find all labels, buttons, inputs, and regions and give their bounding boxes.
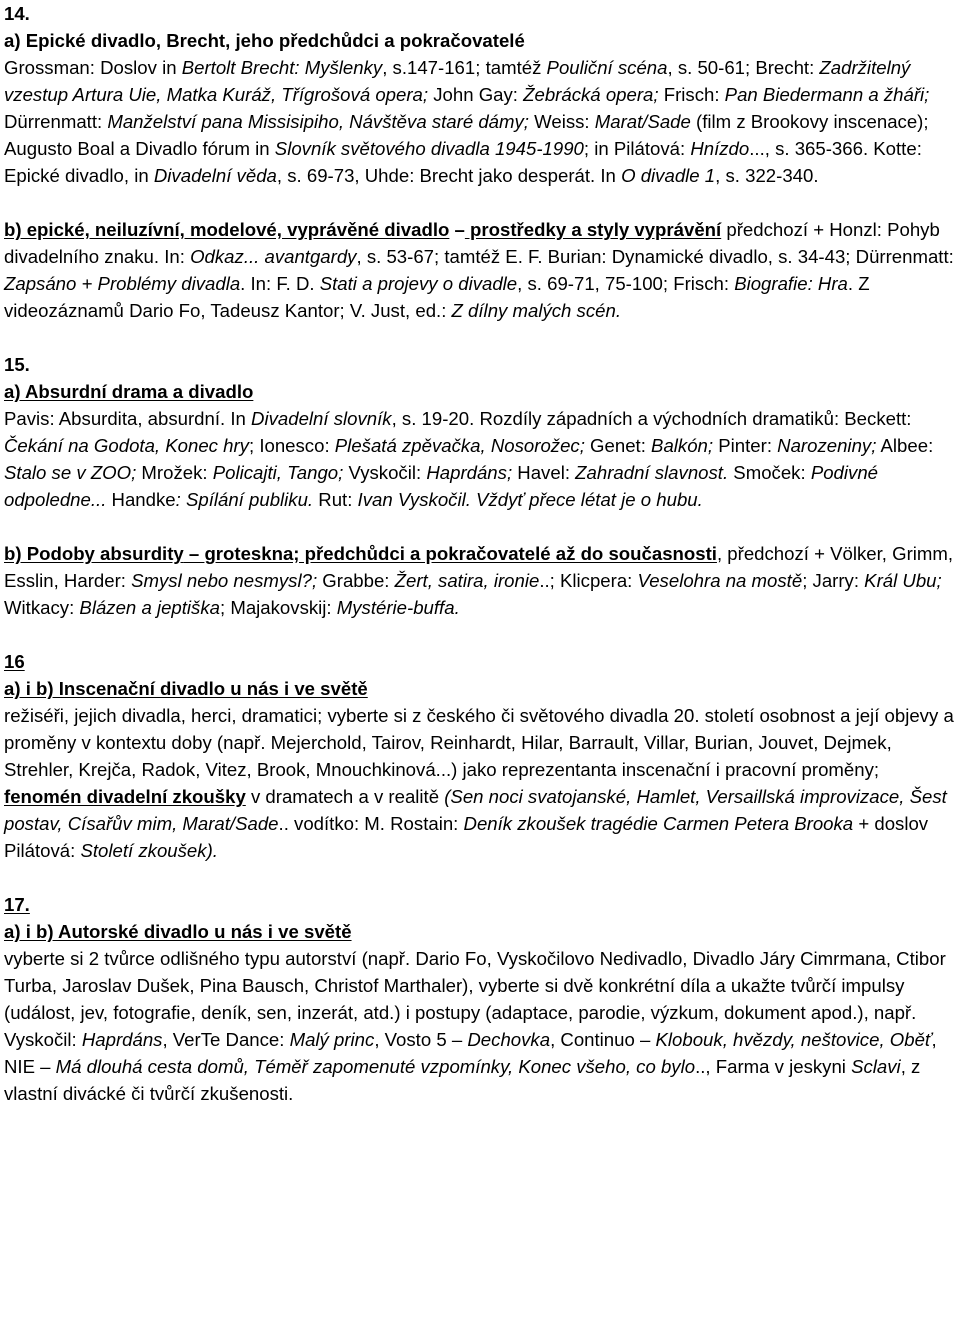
text-run: Má dlouhá cesta domů, Téměř zapomenuté vzpomínky, Konec všeho, co bylo [55, 1056, 696, 1077]
text-run: Narozeniny; [777, 435, 877, 456]
text-run: ; Jarry: [802, 570, 865, 591]
text-run: Deník zkoušek tragédie Carmen Petera Brooka [463, 813, 854, 834]
text-run: , s. 322-340. [715, 165, 819, 186]
section-16 [4, 648, 960, 864]
text-run: Plešatá zpěvačka, Nosorožec; [334, 435, 585, 456]
text-run: .., Farma v jeskyni [695, 1056, 852, 1077]
text-run: Weiss: [528, 111, 595, 132]
text-run: Král Ubu; [864, 570, 942, 591]
section-heading: a) Epické divadlo, Brecht, jeho předchůdci a pokračovatelé [4, 30, 525, 51]
text-run: Haprdáns; [426, 462, 513, 483]
text-run: Slovník světového divadla 1945-1990 [274, 138, 584, 159]
text-run: Rut: [313, 489, 358, 510]
section-number: 17. [4, 894, 30, 915]
text-run: Veselohra na mostě [637, 570, 803, 591]
paragraph [4, 54, 960, 189]
text-run: , Vosto 5 – [374, 1029, 468, 1050]
section-14 [4, 0, 960, 324]
text-run: , VerTe Dance: [162, 1029, 290, 1050]
text-run: – [454, 219, 465, 240]
text-run: Stalo se v ZOO; [4, 462, 137, 483]
text-run: Ivan Vyskočil. Vždyť přece létat je o hubu. [357, 489, 703, 510]
text-run: Století zkoušek). [80, 840, 218, 861]
text-run: režiséři, jejich divadla, herci, dramatici; vyberte si z českého či světového divadla 20. století osobnost a její objevy a proměny v kontextu doby (např. Mejerchold, Tairov, Reinhardt, Hilar, Barrault, Villar, Burian, Jouvet, Dejmek, Strehler, Krejča, Radok, Vitez, Brook, Mnouchkinová...) jako reprezentanta inscenační i pracovní proměny; [4, 705, 954, 780]
text-run: , s. 50-61; Brecht: [667, 57, 820, 78]
text-run: Smoček: [728, 462, 811, 483]
text-run: Haprdáns [81, 1029, 163, 1050]
text-run: O divadle 1 [621, 165, 716, 186]
text-run: ; in Pilátová: [583, 138, 691, 159]
section-number: 16 [4, 651, 25, 672]
text-run: , s. 69-73, Uhde: Brecht jako desperát. In [276, 165, 622, 186]
text-run: (film z Brookovy inscenace); Augusto Boal a Divadlo fórum in [4, 111, 929, 159]
text-run: Grossman: Doslov in [4, 57, 182, 78]
text-run: vyberte si 2 tvůrce odlišného typu autorství (např. Dario Fo, Vyskočilovo Nedivadlo, Divadlo Járy Cimrmana, Ctibor Turba, Jaroslav Dušek, Pina Bausch, Christof Marthaler), vyberte si dvě konkrétní díla a ukažte tvůrčí impulsy (událost, jev, fotografie, deník, sen, inzerát, atd.) i postupy (adaptace, parodie, výzkum, dokument apod.), např. Vyskočil: [4, 948, 946, 1050]
text-run: Handke [106, 489, 176, 510]
text-run: Biografie: Hra [734, 273, 848, 294]
paragraph [4, 702, 960, 864]
text-run: : Spílání publiku. [175, 489, 314, 510]
text-run: předchozí + Honzl: Pohyb divadelního znaku. In: [4, 219, 940, 267]
text-run: , s. 53-67; tamtéž E. F. Burian: Dynamické divadlo, s. 34-43; Dürrenmatt: [356, 246, 954, 267]
text-run: Mrožek: [136, 462, 213, 483]
paragraph [4, 405, 960, 513]
text-run: Smysl nebo nesmysl?; [131, 570, 318, 591]
text-run: .. vodítko: M. Rostain: [278, 813, 464, 834]
section-heading: a) i b) Autorské divadlo u nás i ve světě [4, 921, 352, 942]
text-run: Manželství pana Missisipiho, Návštěva staré dámy; [107, 111, 529, 132]
text-run: – [183, 543, 205, 564]
paragraph [4, 540, 960, 621]
section-17 [4, 891, 960, 1107]
text-run: Z dílny malých scén. [451, 300, 621, 321]
text-run: fenomén divadelní zkoušky [4, 786, 246, 807]
text-run: John Gay: [428, 84, 524, 105]
text-run: ..., s. 365-366. Kotte: Epické divadlo, in [4, 138, 922, 186]
text-run: Havel: [512, 462, 576, 483]
text-run: , z vlastní divácké či tvůrčí zkušenosti. [4, 1056, 921, 1104]
section-number: 15. [4, 354, 30, 375]
text-run: Policajti, Tango; [212, 462, 344, 483]
text-run: Divadelní slovník [251, 408, 392, 429]
text-run: Pinter: [713, 435, 778, 456]
section-15 [4, 351, 960, 621]
text-run: Dechovka [467, 1029, 551, 1050]
text-run: v dramatech a v realitě [245, 786, 445, 807]
text-run: Genet: [584, 435, 652, 456]
text-run: Pouliční scéna [546, 57, 668, 78]
paragraph [4, 945, 960, 1107]
text-run: Divadelní věda [153, 165, 277, 186]
text-run: Žebrácká opera; [523, 84, 659, 105]
text-run: , předchozí + Völker, Grimm, Esslin, Harder: [4, 543, 954, 591]
text-run: b) Podoby absurdity [4, 543, 184, 564]
text-run: Zadržitelný vzestup Artura Uie, Matka Kuráž, Třígrošová opera; [4, 57, 911, 105]
text-run: Klobouk, hvězdy, neštovice, Oběť [655, 1029, 932, 1050]
text-run: Čekání na Godota, Konec hry [4, 435, 249, 456]
section-heading: a) i b) Inscenační divadlo u nás i ve světě [4, 678, 368, 699]
text-run: + doslov Pilátová: [4, 813, 929, 861]
text-run: Witkacy: [4, 597, 80, 618]
text-run: Pavis: Absurdita, absurdní. In [4, 408, 252, 429]
text-run: . In: F. D. [240, 273, 320, 294]
section-heading: a) Absurdní drama a divadlo [4, 381, 254, 402]
text-run: b) epické, neiluzívní, modelové, vyprávěné divadlo [4, 219, 450, 240]
text-run: , Continuo – [550, 1029, 656, 1050]
text-run: Blázen a jeptiška [79, 597, 220, 618]
section-number: 14. [4, 3, 30, 24]
text-run: Zapsáno + Problémy divadla [4, 273, 241, 294]
text-run: . Z videozáznamů Dario Fo, Tadeusz Kantor; V. Just, ed.: [4, 273, 870, 321]
text-run: Zahradní slavnost. [575, 462, 729, 483]
paragraph [4, 216, 960, 324]
text-run: ; Majakovskij: [220, 597, 337, 618]
text-run: Stati a projevy o divadle [319, 273, 518, 294]
text-run: (Sen noci svatojanské, Hamlet, Versaillská improvizace, Šest postav, Císařův mim, Marat/Sade [4, 786, 947, 834]
text-run: Balkón; [651, 435, 714, 456]
text-run: Frisch: [658, 84, 725, 105]
text-run: Bertolt Brecht: Myšlenky [181, 57, 383, 78]
text-run: Hnízdo [690, 138, 750, 159]
text-run: Malý princ [289, 1029, 375, 1050]
text-run: , s. 19-20. Rozdíly západních a východních dramatiků: Beckett: [391, 408, 912, 429]
text-run: Grabbe: [317, 570, 395, 591]
text-run: groteskna; předchůdci a pokračovatelé až do současnosti [204, 543, 717, 564]
text-run: Podivné odpoledne... [4, 462, 879, 510]
text-run: prostředky a styly vyprávění [464, 219, 722, 240]
text-run: Odkaz... avantgardy [190, 246, 357, 267]
text-run: Dürrenmatt: [4, 111, 108, 132]
text-run: , s. 69-71, 75-100; Frisch: [517, 273, 735, 294]
text-run: ; Ionesco: [248, 435, 335, 456]
text-run: Marat/Sade [594, 111, 691, 132]
text-run: , s.147-161; tamtéž [382, 57, 547, 78]
text-run: Albee: [876, 435, 934, 456]
text-run: , NIE – [4, 1029, 937, 1077]
text-run: Žert, satira, ironie [394, 570, 540, 591]
text-run: Vyskočil: [343, 462, 427, 483]
text-run: Pan Biedermann a žháři; [724, 84, 930, 105]
text-run: Sclavi [851, 1056, 901, 1077]
text-run: ..; Klicpera: [539, 570, 638, 591]
text-run: Mystérie-buffa. [336, 597, 460, 618]
